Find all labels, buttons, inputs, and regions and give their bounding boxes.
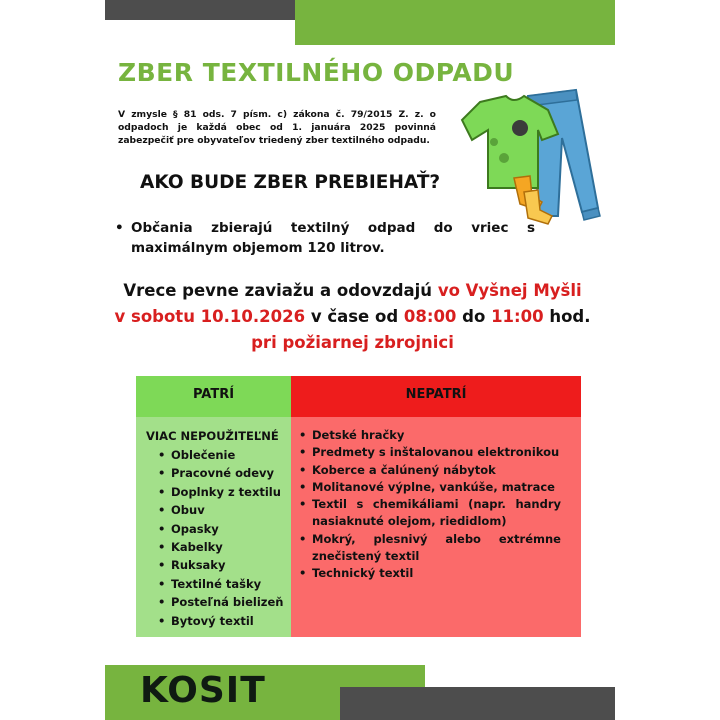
- collection-bullet-text: Občania zbierajú textilný odpad do vriec s maximálnym objemom 120 litrov.: [131, 220, 535, 256]
- top-dark-bar: [105, 0, 295, 20]
- collection-notice: [100, 278, 605, 356]
- notice-text-3: do: [456, 307, 492, 326]
- collection-bullet: • Občania zbierajú textilný odpad do vriec s maximálnym objemom 120 litrov.: [115, 220, 535, 256]
- list-item: • Obuv: [158, 501, 288, 519]
- top-green-bar: [295, 0, 615, 45]
- notice-text-2: v čase od: [305, 307, 404, 326]
- list-item: • Kabelky: [158, 538, 288, 556]
- belongs-header-label: PATRÍ: [192, 387, 235, 402]
- list-item: • Koberce a čalúnený nábytok: [299, 462, 561, 479]
- list-item: • Mokrý, plesnivý alebo extrémne znečistený textil: [299, 531, 561, 566]
- list-item: • Ruksaky: [158, 556, 288, 574]
- list-item: • Opasky: [158, 520, 288, 538]
- list-item: • Posteľná bielizeň: [158, 593, 288, 611]
- list-item: • Textilné tašky: [158, 575, 288, 593]
- bottom-dark-bar: [340, 687, 615, 720]
- list-item: • Technický textil: [299, 565, 561, 582]
- intro-paragraph: V zmysle § 81 ods. 7 písm. c) zákona č. 79/2015 Z. z. o odpadoch je každá obec od 1. januára 2025 povinná zabezpečiť pre obyvateľov triedený zber textilného odpadu.: [118, 109, 436, 146]
- notice-time-from: 08:00: [403, 307, 457, 326]
- belongs-subtitle: VIAC NEPOUŽITEĽNÉ: [146, 429, 279, 443]
- list-item: • Bytový textil: [158, 612, 288, 630]
- page-title: ZBER TEXTILNÉHO ODPADU: [118, 58, 515, 87]
- list-item: • Doplnky z textilu: [158, 483, 288, 501]
- belongs-list: [158, 446, 288, 630]
- notice-place: vo Vyšnej Myšli: [437, 281, 582, 300]
- list-item: • Pracovné odevy: [158, 464, 288, 482]
- not-belongs-header: [291, 376, 581, 417]
- not-belongs-list: [299, 427, 561, 583]
- notice-time-to: 11:00: [491, 307, 544, 326]
- clothing-illustration: [458, 88, 618, 236]
- list-item: • Molitanové výplne, vankúše, matrace: [299, 479, 561, 496]
- list-item: • Textil s chemikáliami (napr. handry nasiaknuté olejom, riedidlom): [299, 496, 561, 531]
- brand-logo-text: KOSIT: [140, 670, 266, 711]
- notice-location: pri požiarnej zbrojnici: [251, 333, 454, 352]
- list-item: • Oblečenie: [158, 446, 288, 464]
- belongs-header: [136, 376, 291, 417]
- section-heading: AKO BUDE ZBER PREBIEHAŤ?: [140, 172, 441, 193]
- list-item: • Detské hračky: [299, 427, 561, 444]
- notice-date: v sobotu 10.10.2026: [114, 307, 306, 326]
- list-item: • Predmety s inštalovanou elektronikou: [299, 444, 561, 461]
- not-belongs-header-label: NEPATRÍ: [405, 387, 467, 402]
- notice-text-4: hod.: [543, 307, 591, 326]
- notice-text-1: Vrece pevne zaviažu a odovzdajú: [123, 281, 438, 300]
